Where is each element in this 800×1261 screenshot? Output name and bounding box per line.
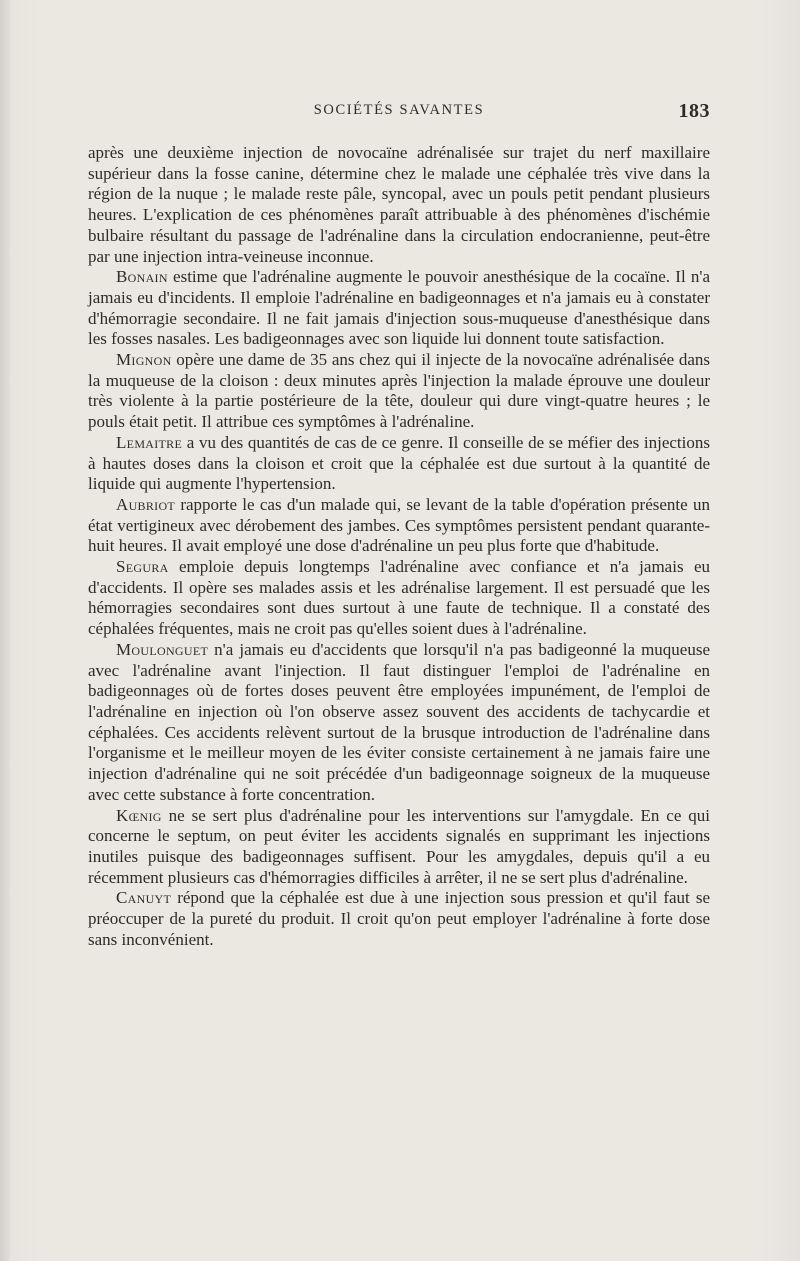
paragraph-text: n'a jamais eu d'accidents que lorsqu'il n'a pas badigeonné la muqueuse avec l'adrénaline avant l'injection. Il faut distinguer l'emploi de l'adrénaline en badigeonnages où de fortes doses peuvent être employées impunément, de l'emploi de l'adrénaline en injection où l'on observe assez souvent des accidents de tachycardie et céphalées. Ces accidents relèvent surtout de la brusque introduction de l'adrénaline dans l'organisme et le meilleur moyen de les éviter consiste certainement à ne jamais faire une injection d'adrénaline qui ne soit précédée d'un badigeonnage soigneux de la muqueuse avec cette substance à forte concentration. bbox=[88, 639, 710, 804]
paragraph-text: opère une dame de 35 ans chez qui il injecte de la novocaïne adrénalisée dans la muqueuse de la cloison : deux minutes après l'injection la malade éprouve une douleur très violente à la partie postérieure de la tête, douleur qui dure vingt-quatre heures ; le pouls était petit. Il attribue ces symptômes à l'adrénaline. bbox=[88, 350, 710, 432]
paragraph-text: rapporte le cas d'un malade qui, se levant de la table d'opération présente un état vertigineux avec dérobement des jambes. Ces symptômes persistent pendant quarante-huit heures. Il avait employé une dose d'adrénaline un peu plus forte que d'habitude. bbox=[88, 494, 710, 556]
paragraph-segura bbox=[88, 557, 710, 640]
speaker-name-mignon: Mignon bbox=[116, 350, 172, 370]
paragraph-text: répond que la céphalée est due à une injection sous pression et qu'il faut se préoccuper de la pureté du produit. Il croit qu'on peut employer l'adrénaline à forte dose sans inconvénient. bbox=[88, 888, 710, 949]
paragraph-mignon bbox=[88, 350, 710, 433]
paragraph-text: a vu des quantités de cas de ce genre. Il conseille de se méfier des injections à hautes doses dans la cloison et croit que la céphalée est due surtout à la quantité de liquide qui augmente l'hypertension. bbox=[88, 432, 710, 494]
speaker-name-moulonguet: Moulonguet bbox=[116, 639, 209, 659]
paragraph-text: estime que l'adrénaline augmente le pouvoir anesthésique de la cocaïne. Il n'a jamais eu d'incidents. Il emploie l'adrénaline en badigeonnages et n'a jamais eu à constater d'hémorragie secondaire. Il ne fait jamais d'injection sous-muqueuse d'anesthésique dans les fosses nasales. Les badigeonnages avec son liquide lui donnent toute satisfaction. bbox=[88, 267, 710, 349]
paragraph-lemaitre bbox=[88, 433, 710, 495]
paragraph-canuyt bbox=[88, 888, 710, 950]
speaker-name-bonain: Bonain bbox=[116, 267, 168, 287]
page-binding-edge bbox=[0, 0, 10, 1261]
paragraph-text: après une deuxième injection de novocaïne adrénalisée sur trajet du nerf maxillaire supérieur dans la fosse canine, détermine chez le malade une céphalée très vive dans la région de la nuque ; le malade reste pâle, syncopal, avec un pouls petit pendant plusieurs heures. L'explication de ces phénomènes paraît attribuable à des phénomènes d'ischémie bulbaire résultant du passage de l'adrénaline dans la circulation endocranienne, peut-être par une injection intra-veineuse inconnue. bbox=[88, 143, 710, 266]
paragraph-continuation bbox=[88, 143, 710, 267]
paragraph-text: emploie depuis longtemps l'adrénaline avec confiance et n'a jamais eu d'accidents. Il opère ses malades assis et les adrénalise largement. Il est persuadé que les hémorragies secondaires sont dues surtout à une faute de technique. Il a constaté des céphalées fréquentes, mais ne croit pas qu'elles soient dues à l'adrénaline. bbox=[88, 557, 710, 639]
speaker-name-segura: Segura bbox=[116, 557, 169, 577]
paragraph-koenig bbox=[88, 806, 710, 889]
paragraph-moulonguet bbox=[88, 640, 710, 806]
running-head-title: SOCIÉTÉS SAVANTES bbox=[313, 102, 485, 118]
body-text bbox=[88, 143, 710, 950]
speaker-name-canuyt: Canuyt bbox=[116, 888, 172, 908]
paragraph-text: ne se sert plus d'adrénaline pour les interventions sur l'amygdale. En ce qui concerne le septum, on peut éviter les accidents signalés en supprimant les injections inutiles puisque des badigeonnages suffisent. Pour les amygdales, depuis qu'il a eu récemment plusieurs cas d'hémorragies difficiles à arrêter, il ne se sert plus d'adrénaline. bbox=[88, 805, 710, 887]
paragraph-bonain bbox=[88, 267, 710, 350]
speaker-name-koenig: Kœnig bbox=[116, 805, 162, 825]
speaker-name-aubriot: Aubriot bbox=[116, 494, 176, 514]
running-head bbox=[88, 100, 710, 126]
paragraph-aubriot bbox=[88, 495, 710, 557]
page-number: 183 bbox=[678, 100, 710, 122]
speaker-name-lemaitre: Lemaitre bbox=[116, 432, 183, 452]
